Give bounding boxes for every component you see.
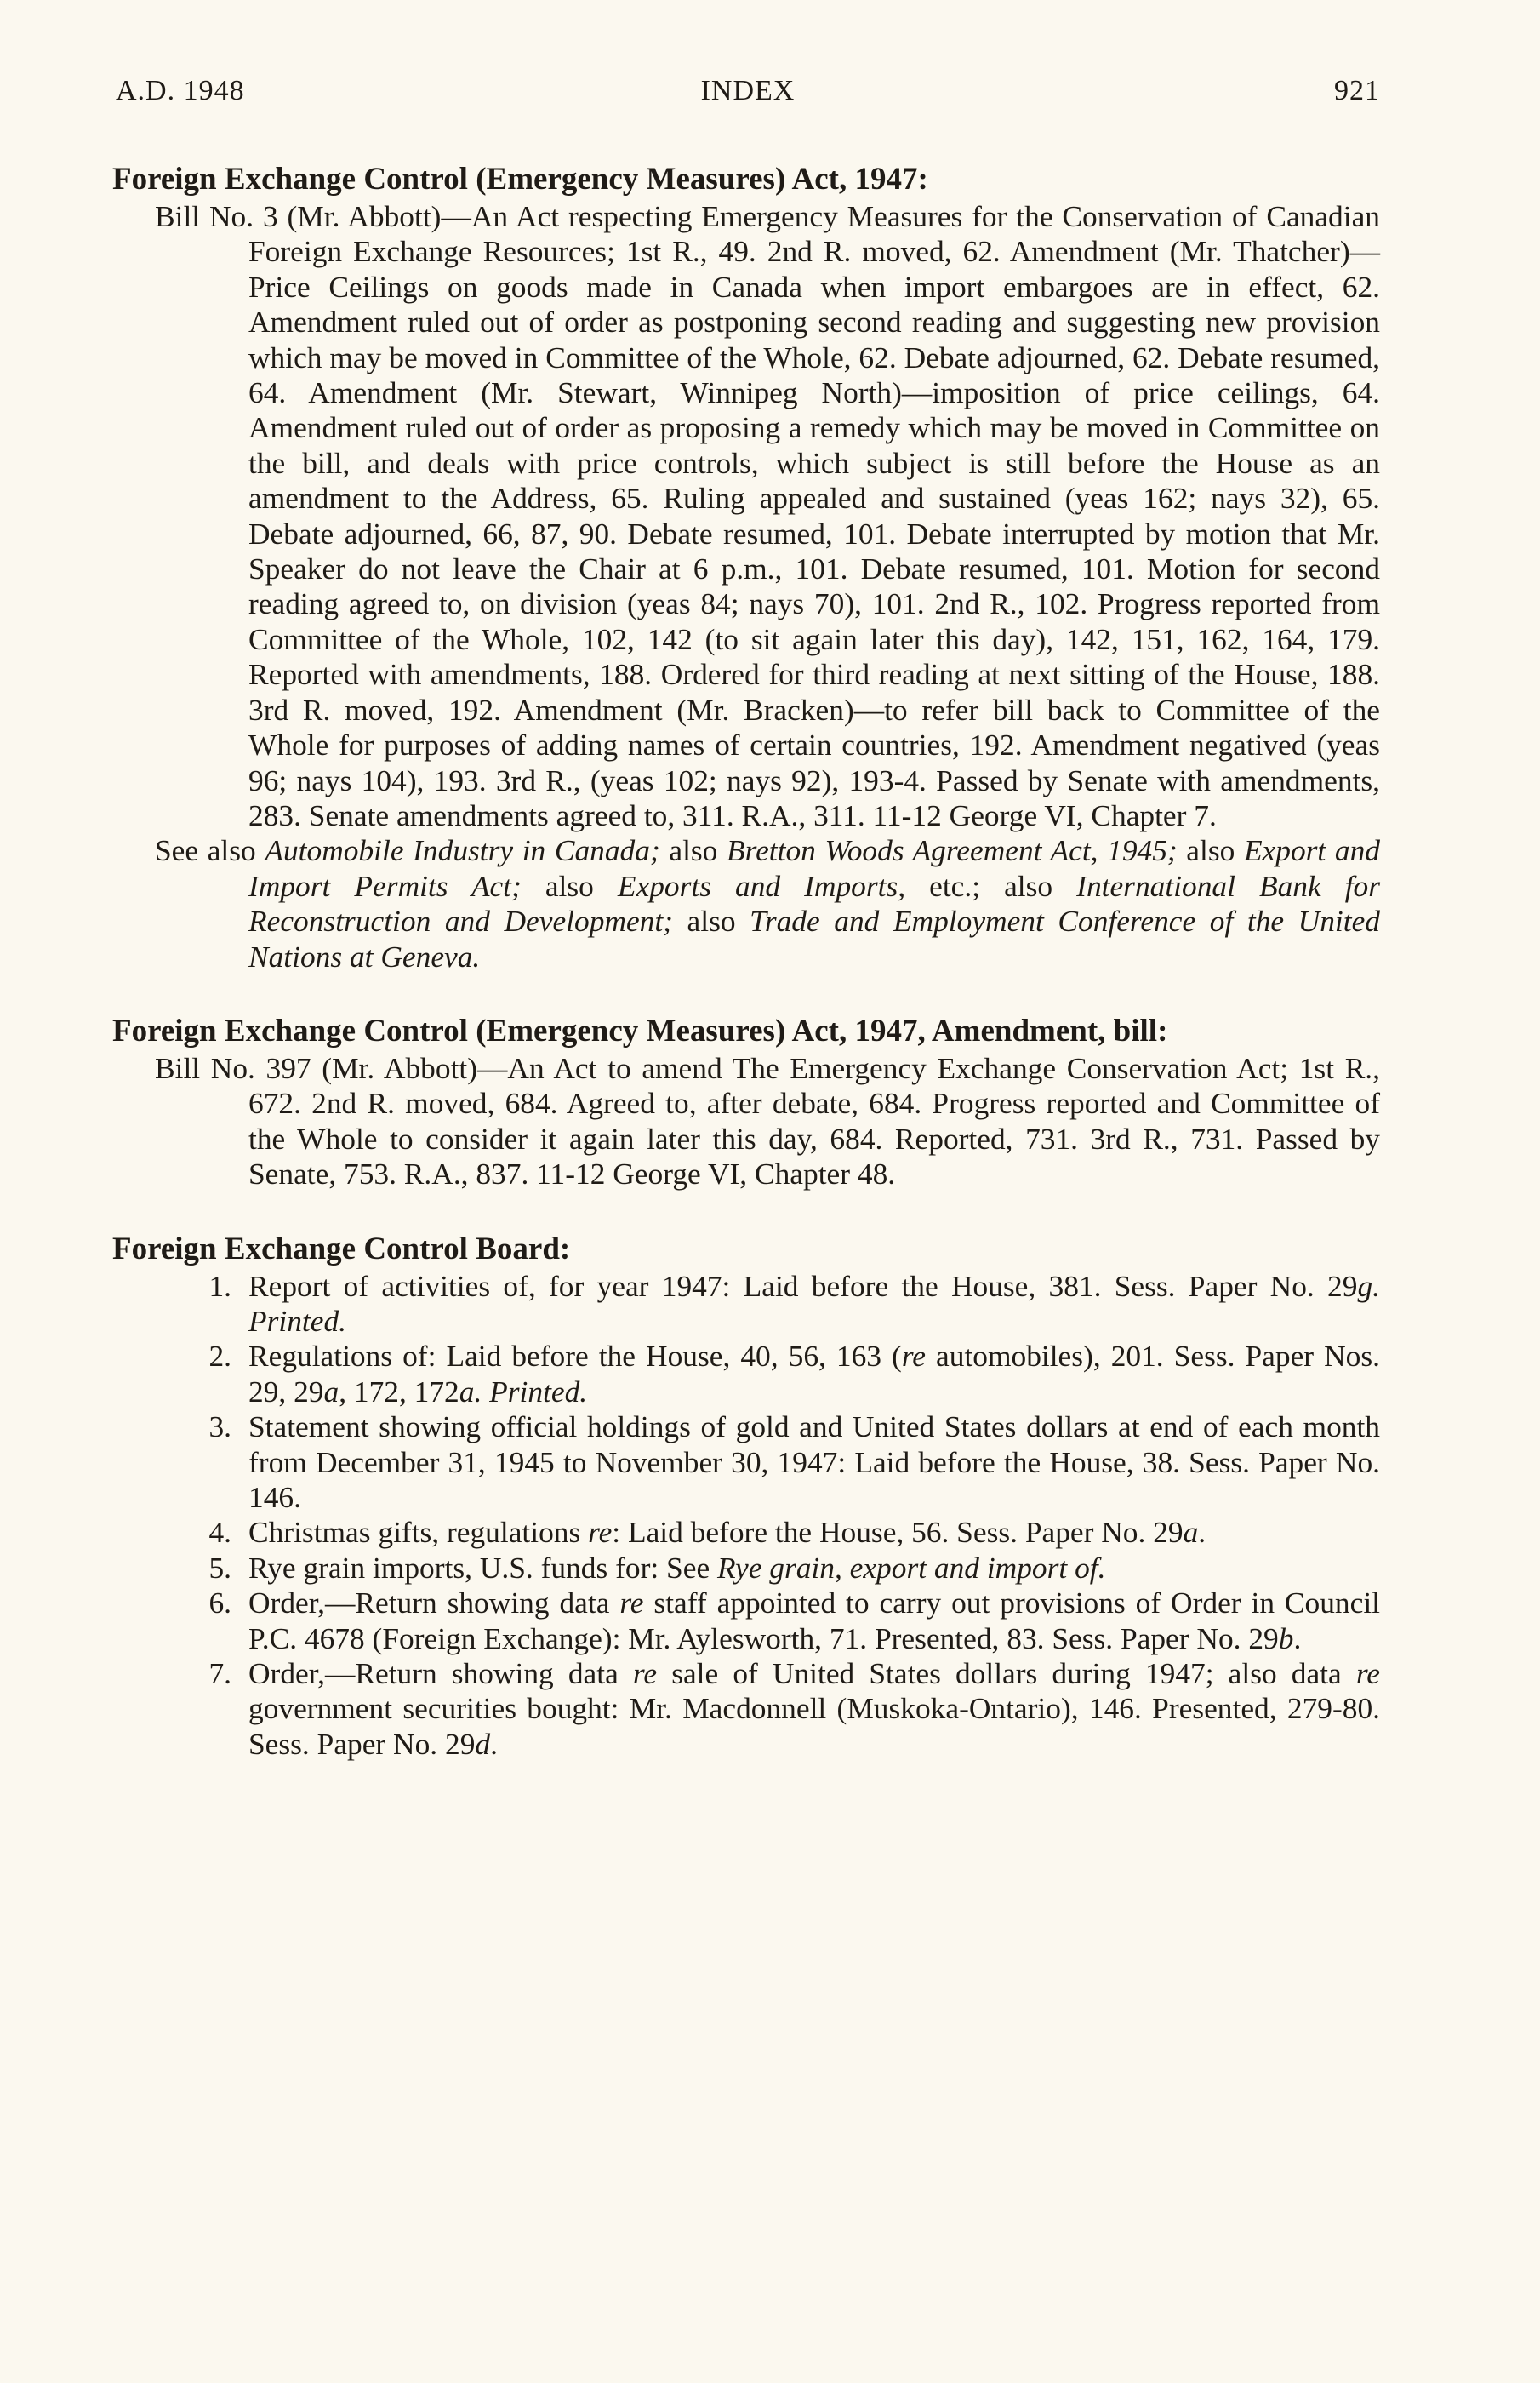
page-number: 921: [1334, 75, 1380, 106]
item-text-part: .: [1198, 1515, 1206, 1550]
item-text-part: automobiles), 201. Sess. Paper Nos. 29, 29: [248, 1339, 1380, 1409]
list-item: [112, 1551, 1380, 1586]
item-text-part: Report of activities of, for year 1947: Laid before the House, 381. Sess. Paper No. 29: [248, 1268, 1358, 1303]
index-content: [112, 162, 1380, 1801]
list-item: [112, 1409, 1380, 1515]
item-text-part: Rye grain imports, U.S. funds for: See: [248, 1550, 718, 1585]
see-ref: Export and Import Permits Act;: [248, 833, 1380, 903]
item-italic: re: [1355, 1656, 1380, 1691]
item-italic: Printed.: [489, 1374, 588, 1409]
item-number: 5.: [208, 1550, 231, 1585]
item-italic: d: [475, 1726, 491, 1761]
see-text: also: [672, 904, 750, 939]
item-italic: g.: [1357, 1268, 1380, 1303]
see-ref: Bretton Woods Agreement Act, 1945;: [727, 833, 1178, 868]
list-item: [112, 1656, 1380, 1762]
entry-heading: Foreign Exchange Control (Emergency Measures) Act, 1947:: [112, 162, 928, 197]
entry-heading: Foreign Exchange Control Board:: [112, 1231, 571, 1266]
see-text: also: [521, 868, 618, 903]
item-italic: Printed.: [248, 1303, 347, 1338]
item-text-part: [482, 1374, 489, 1409]
item-italic: re: [632, 1656, 658, 1691]
list-item: [112, 1339, 1380, 1409]
item-text: [248, 1551, 1380, 1586]
item-number: 3.: [208, 1409, 231, 1444]
item-italic: re: [588, 1515, 613, 1550]
item-italic: Rye grain, export and import of.: [717, 1550, 1106, 1585]
see-ref: International Bank for Reconstruction and Development;: [248, 868, 1381, 939]
see-text: also: [1177, 833, 1244, 868]
item-text-part: sale of United States dollars during 1947; also data: [657, 1656, 1356, 1691]
item-text-part: Regulations of: Laid before the House, 40, 56, 163 (: [248, 1339, 902, 1374]
item-number: 2.: [208, 1339, 231, 1374]
item-number: 6.: [208, 1586, 231, 1620]
see-ref: Automobile Industry in Canada;: [265, 833, 660, 868]
see-text: etc.; also: [905, 868, 1077, 903]
item-italic: a.: [459, 1374, 482, 1409]
item-text-part: , 172, 172: [339, 1374, 459, 1409]
list-item: [112, 1586, 1380, 1656]
see-ref: Exports and Imports,: [617, 868, 906, 903]
header-year: A.D. 1948: [116, 75, 245, 106]
item-italic: b: [1278, 1620, 1294, 1655]
item-text-part: .: [1293, 1620, 1302, 1655]
item-text-part: government securities bought: Mr. Macdonnell (Muskoka-Ontario), 146. Presented, 279-80. Sess. Paper No. 29: [248, 1691, 1380, 1761]
item-text: [248, 1339, 1380, 1409]
page-header: [116, 75, 1380, 107]
see-text: See also: [155, 833, 265, 868]
item-text: [248, 1269, 1380, 1340]
header-title: INDEX: [700, 75, 796, 106]
item-number: 4.: [208, 1515, 231, 1550]
item-italic: a: [323, 1374, 339, 1409]
item-text-part: .: [490, 1726, 498, 1761]
entry-heading: Foreign Exchange Control (Emergency Measures) Act, 1947, Amendment, bill:: [112, 1013, 1168, 1049]
item-text: Statement showing official holdings of gold and United States dollars at end of each month from December 31, 1945 to November 30, 1947: Laid before the House, 38. Sess. Paper No. 146.: [248, 1409, 1380, 1514]
see-ref: Trade and Employment Conference of the United Nations at Geneva.: [248, 904, 1380, 974]
item-text: [248, 1586, 1380, 1656]
item-number: 1.: [208, 1268, 231, 1303]
list-item: [112, 1515, 1380, 1550]
item-text-part: Order,—Return showing data: [248, 1656, 633, 1691]
see-also: [112, 833, 1380, 974]
index-entry: [112, 1232, 1380, 1763]
item-text-part: : Laid before the House, 56. Sess. Paper No. 29: [612, 1515, 1184, 1550]
item-number: 7.: [208, 1656, 231, 1691]
item-text-part: Christmas gifts, regulations: [248, 1515, 589, 1550]
item-italic: a: [1183, 1515, 1199, 1550]
item-text-part: staff appointed to carry out provisions of Order in Council P.C. 4678 (Foreign Exchange): Mr. Aylesworth, 71. Presented, 83. Sess. Paper No. 29: [248, 1586, 1380, 1655]
bill-text: Bill No. 397 (Mr. Abbott)—An Act to amend The Emergency Exchange Conservation Act; 1st R., 672. 2nd R. moved, 684. Agreed to, after debate, 684. Progress reported and Committee of the Whole to consider it again later this day, 684. Reported, 731. 3rd R., 731. Passed by Senate, 753. R.A., 837. 11-12 George VI, Chapter 48.: [155, 1050, 1380, 1192]
item-text: [248, 1515, 1380, 1550]
see-text: also: [659, 833, 727, 868]
item-text: [248, 1656, 1380, 1762]
index-entry: [112, 162, 1380, 974]
item-list: [112, 1269, 1380, 1763]
item-italic: re: [901, 1339, 926, 1374]
item-text-part: Order,—Return showing data: [248, 1586, 620, 1620]
bill-text: Bill No. 3 (Mr. Abbott)—An Act respecting Emergency Measures for the Conservation of Canadian Foreign Exchange Resources; 1st R., 49. 2nd R. moved, 62. Amendment (Mr. Thatcher)—Price Ceilings on goods made in Canada when import embargoes are in effect, 62. Amendment ruled out of order as postponing second reading and suggesting new provision which may be moved in Committee of the Whole, 62. Debate adjourned, 62. Debate resumed, 64. Amendment (Mr. Stewart, Winnipeg North)—imposition of price ceilings, 64. Amendment ruled out of order as proposing a remedy which may be moved in Committee on the bill, and deals with price controls, which subject is still before the House as an amendment to the Address, 65. Ruling appealed and sustained (yeas 162; nays 32), 65. Debate adjourned, 66, 87, 90. Debate resumed, 101. Debate interrupted by motion that Mr. Speaker do not leave the Chair at 6 p.m., 101. Debate resumed, 101. Motion for second reading agreed to, on division (yeas 84; nays 70), 101. 2nd R., 102. Progress reported from Committee of the Whole, 102, 142 (to sit again later this day), 142, 151, 162, 164, 179. Reported with amendments, 188. Ordered for third reading at next sitting of the House, 188. 3rd R. moved, 192. Amendment (Mr. Bracken)—to refer bill back to Committee of the Whole for purposes of adding names of certain countries, 192. Amendment negatived (yeas 96; nays 104), 193. 3rd R., (yeas 102; nays 92), 193-4. Passed by Senate with amendments, 283. Senate amendments agreed to, 311. R.A., 311. 11-12 George VI, Chapter 7.: [155, 199, 1380, 832]
index-entry: [112, 1014, 1380, 1192]
item-italic: re: [619, 1586, 644, 1620]
list-item: [112, 1269, 1380, 1340]
